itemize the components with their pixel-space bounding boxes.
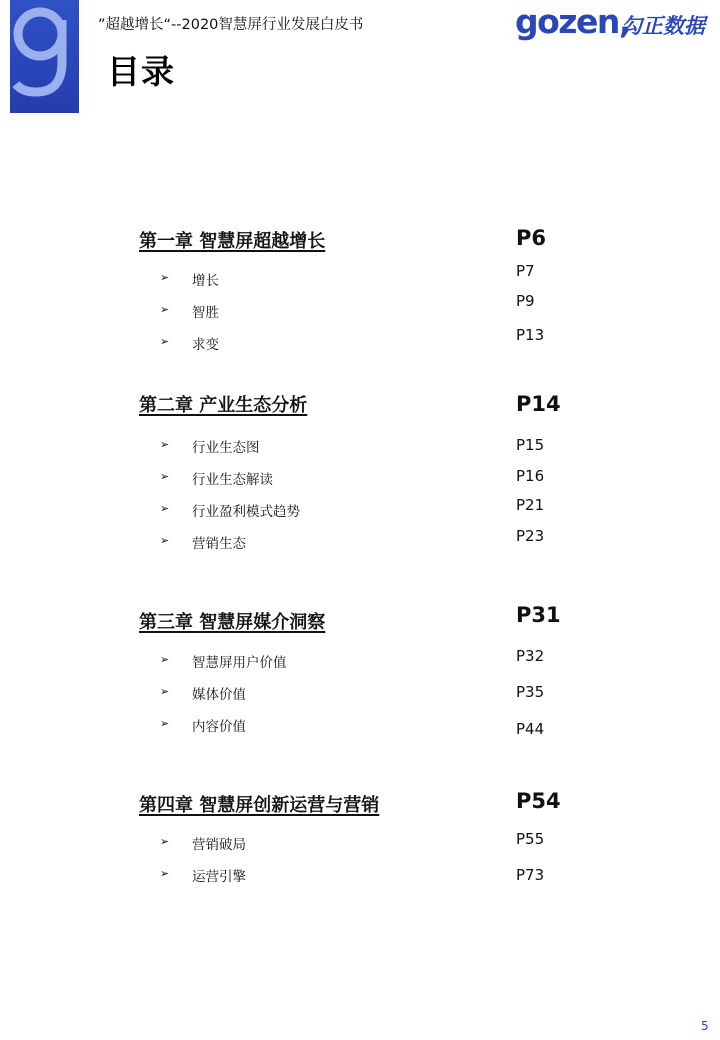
toc-item-page: P21	[516, 496, 545, 514]
toc-item-label[interactable]: 智慧屏用户价值	[192, 655, 287, 671]
toc-item-label[interactable]: 智胜	[192, 305, 219, 321]
page-title: 目录	[107, 52, 175, 91]
toc-item-page: P44	[516, 720, 545, 738]
toc-item-page: P15	[516, 436, 545, 454]
bullet-icon: ➢	[160, 303, 170, 316]
bullet-icon: ➢	[160, 335, 170, 348]
bullet-icon: ➢	[160, 717, 170, 730]
bullet-icon: ➢	[160, 534, 170, 547]
bullet-icon: ➢	[160, 653, 170, 666]
toc-item-page: P32	[516, 647, 545, 665]
toc-item-label[interactable]: 行业盈利模式趋势	[192, 504, 300, 520]
toc-item-label[interactable]: 增长	[192, 273, 219, 289]
toc-item-page: P9	[516, 292, 535, 310]
g-logo-icon	[10, 0, 79, 113]
toc-item-page: P73	[516, 866, 545, 884]
toc-item-page: P7	[516, 262, 535, 280]
logo-block	[10, 0, 79, 113]
bullet-icon: ➢	[160, 271, 170, 284]
chapter-3-title[interactable]: 第三章 智慧屏媒介洞察	[139, 612, 326, 633]
chapter-4-page: P54	[516, 789, 561, 813]
brand-logo	[515, 4, 710, 42]
bullet-icon: ➢	[160, 835, 170, 848]
bullet-icon: ➢	[160, 470, 170, 483]
chapter-4-title[interactable]: 第四章 智慧屏创新运营与营销	[139, 795, 380, 816]
toc-item-page: P23	[516, 527, 545, 545]
toc-item-label[interactable]: 内容价值	[192, 719, 246, 735]
brand-logo-en: gozen,	[515, 2, 630, 41]
chapter-1-title[interactable]: 第一章 智慧屏超越增长	[139, 231, 326, 252]
toc-item-page: P35	[516, 683, 545, 701]
brand-logo-cn: 勾正数据	[621, 14, 705, 38]
chapter-3-page: P31	[516, 603, 561, 627]
toc-item-label[interactable]: 营销生态	[192, 536, 246, 552]
bullet-icon: ➢	[160, 438, 170, 451]
chapter-1-page: P6	[516, 226, 547, 250]
page-number: 5	[701, 1019, 709, 1033]
toc-item-label[interactable]: 行业生态解读	[192, 472, 273, 488]
toc-item-label[interactable]: 求变	[192, 337, 219, 353]
document-header-title: ”超越增长“--2020智慧屏行业发展白皮书	[98, 17, 364, 33]
toc-item-page: P55	[516, 830, 545, 848]
chapter-2-title[interactable]: 第二章 产业生态分析	[139, 395, 308, 416]
toc-item-label[interactable]: 行业生态图	[192, 440, 260, 456]
bullet-icon: ➢	[160, 867, 170, 880]
bullet-icon: ➢	[160, 502, 170, 515]
toc-item-label[interactable]: 媒体价值	[192, 687, 246, 703]
toc-item-label[interactable]: 运营引擎	[192, 869, 246, 885]
toc-item-label[interactable]: 营销破局	[192, 837, 246, 853]
toc-item-page: P13	[516, 326, 545, 344]
toc-item-page: P16	[516, 467, 545, 485]
chapter-2-page: P14	[516, 392, 561, 416]
bullet-icon: ➢	[160, 685, 170, 698]
